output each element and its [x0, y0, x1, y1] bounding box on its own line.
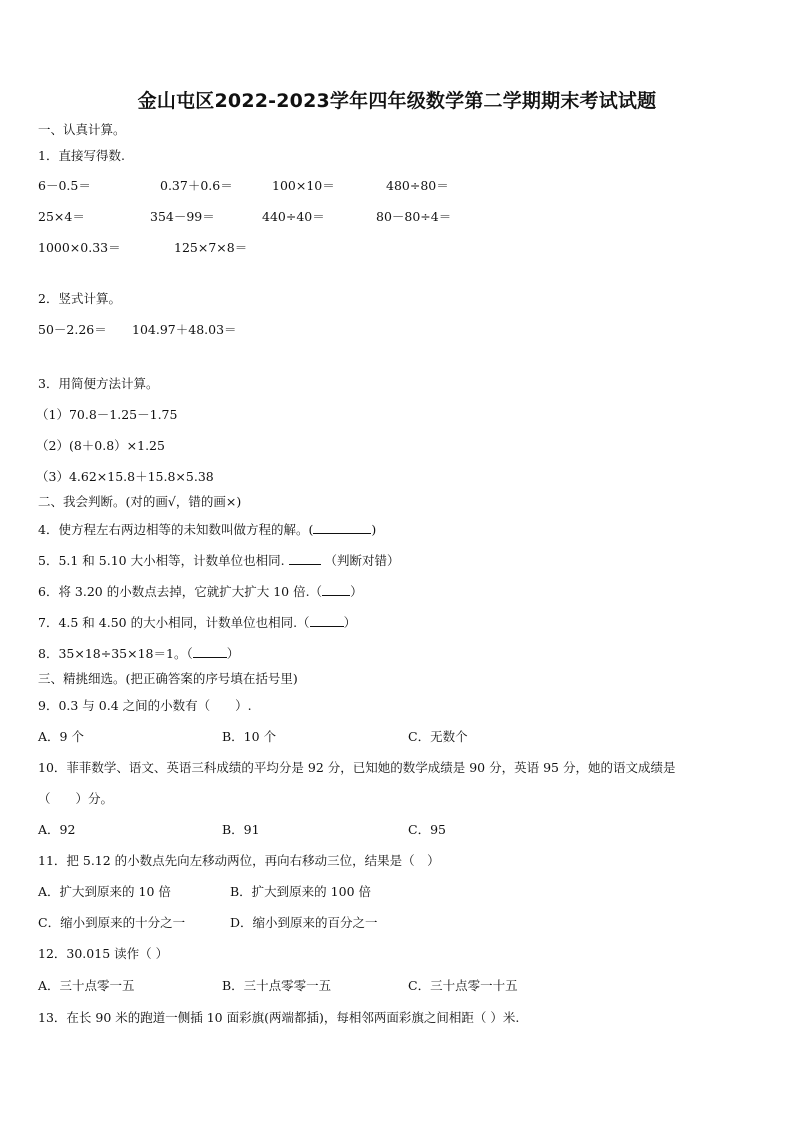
option-b[interactable]: B．三十点零零一五 — [222, 978, 332, 993]
option-a[interactable]: A．扩大到原来的 10 倍 — [38, 884, 171, 899]
q3-item: （2）(8＋0.8）×1.25 — [36, 438, 165, 453]
question-12-stem: 12．30.015 读作（ ） — [38, 946, 169, 961]
question-4-close: ) — [371, 522, 377, 537]
answer-blank[interactable] — [310, 614, 344, 627]
q1-item: 354－99＝ — [150, 209, 215, 224]
answer-blank[interactable] — [289, 552, 321, 565]
question-6-close: ） — [350, 584, 363, 599]
q1-item: 1000×0.33＝ — [38, 240, 121, 255]
option-b[interactable]: B．91 — [222, 822, 260, 837]
question-7-text: 7．4.5 和 4.50 的大小相同，计数单位也相同.（ — [38, 615, 310, 630]
question-8-close: ） — [226, 646, 240, 661]
section-heading-1: 一、认真计算。 — [38, 122, 126, 137]
option-a[interactable]: A．三十点零一五 — [38, 978, 135, 993]
question-3-label: 3．用简便方法计算。 — [38, 376, 159, 391]
question-4 — [38, 521, 376, 538]
section-heading-2: 二、我会判断。(对的画√，错的画×) — [38, 494, 242, 509]
option-c[interactable]: C．95 — [408, 822, 446, 837]
q1-item: 480÷80＝ — [386, 178, 449, 193]
option-a[interactable]: A．92 — [38, 822, 76, 837]
question-5-note: （判断对错） — [324, 553, 400, 568]
q1-item: 6－0.5＝ — [38, 178, 91, 193]
q1-item: 100×10＝ — [272, 178, 335, 193]
q1-item: 80－80÷4＝ — [376, 209, 452, 224]
option-c[interactable]: C．无数个 — [408, 729, 468, 744]
q1-item: 25×4＝ — [38, 209, 85, 224]
question-1-label: 1．直接写得数. — [38, 148, 125, 163]
question-6-text: 6．将 3.20 的小数点去掉，它就扩大扩大 10 倍.（ — [38, 584, 323, 599]
q2-item: 104.97＋48.03＝ — [132, 322, 237, 337]
question-4-text: 4．使方程左右两边相等的未知数叫做方程的解。( — [38, 522, 314, 537]
q3-item: （3）4.62×15.8＋15.8×5.38 — [36, 469, 214, 484]
q1-item: 440÷40＝ — [262, 209, 325, 224]
question-2-label: 2．竖式计算。 — [38, 291, 121, 306]
answer-blank[interactable] — [322, 583, 350, 596]
q2-item: 50－2.26＝ — [38, 322, 107, 337]
question-13-stem: 13．在长 90 米的跑道一侧插 10 面彩旗(两端都插)，每相邻两面彩旗之间相距（ ）米. — [38, 1010, 520, 1025]
section-heading-3: 三、精挑细选。(把正确答案的序号填在括号里) — [38, 671, 298, 686]
question-10-stem-continued: （ ）分。 — [38, 791, 114, 806]
q3-item: （1）70.8－1.25－1.75 — [36, 407, 178, 422]
question-5 — [38, 552, 400, 569]
question-8-text: 8．35×18÷35×18＝1。（ — [38, 646, 193, 661]
question-6 — [38, 583, 363, 600]
question-9-stem: 9．0.3 与 0.4 之间的小数有（ ）. — [38, 698, 252, 713]
page-title: 金山屯区2022-2023学年四年级数学第二学期期末考试试题 — [137, 90, 657, 112]
q1-item: 125×7×8＝ — [174, 240, 248, 255]
question-7-close: ） — [343, 615, 357, 630]
q1-item: 0.37＋0.6＝ — [160, 178, 233, 193]
answer-blank[interactable] — [313, 521, 371, 534]
question-5-text: 5．5.1 和 5.10 大小相等，计数单位也相同. — [38, 553, 285, 568]
option-b[interactable]: B．10 个 — [222, 729, 277, 744]
option-c[interactable]: C．缩小到原来的十分之一 — [38, 915, 186, 930]
option-d[interactable]: D．缩小到原来的百分之一 — [230, 915, 378, 930]
question-10-stem: 10．菲菲数学、语文、英语三科成绩的平均分是 92 分，已知她的数学成绩是 90 分，英语 95 分，她的语文成绩是 — [38, 760, 676, 775]
option-b[interactable]: B．扩大到原来的 100 倍 — [230, 884, 371, 899]
option-c[interactable]: C．三十点零一十五 — [408, 978, 518, 993]
option-a[interactable]: A．9 个 — [38, 729, 84, 744]
question-7 — [38, 614, 356, 631]
question-8 — [38, 645, 239, 662]
question-11-stem: 11．把 5.12 的小数点先向左移动两位，再向右移动三位，结果是（ ） — [38, 853, 440, 868]
answer-blank[interactable] — [193, 645, 227, 658]
